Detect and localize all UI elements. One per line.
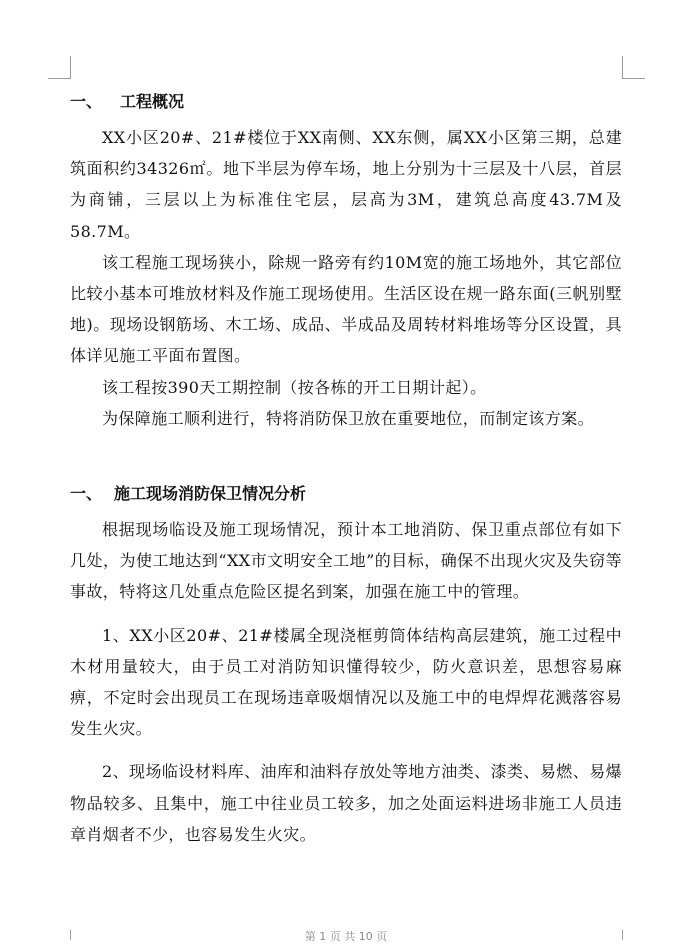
paragraph: 1、XX小区20#、21#楼属全现浇框剪筒体结构高层建筑，施工过程中木材用量较大，由于员工对消防知识懂得较少，防火意识差，思想容易麻痹，不定时会出现员工在现场违章吸烟情况以及施工中的电焊焊花溅落容易发生火灾。 — [70, 625, 622, 739]
section-number: 一、 — [70, 92, 103, 111]
document-body — [70, 86, 622, 850]
crop-mark-top-right — [622, 56, 645, 79]
section-title: 工程概况 — [120, 92, 185, 111]
section-number: 一、 — [70, 484, 103, 504]
paragraph: 该工程按390天工期控制（按各栋的开工日期计起）。 — [102, 377, 487, 397]
section-heading-fire-security-analysis — [70, 478, 622, 510]
paragraph: 为保障施工顺利进行，特将消防保卫放在重要地位，而制定该方案。 — [102, 408, 595, 428]
paragraph: 根据现场临设及施工现场情况，预计本工地消防、保卫重点部位有如下几处，为使工地达到“XX市文明安全工地”的目标，确保不出现火灾及失窃等事故，特将这几处重点危险区提名到案，加强在施工中的管理。 — [70, 520, 622, 602]
paragraph: 2、现场临设材料库、油库和油料存放处等地方油类、漆类、易燃、易爆物品较多、且集中，施工中往业员工较多，加之处面运料进场非施工人员违章肖烟者不少，也容易发生火灾。 — [70, 762, 622, 844]
paragraph: XX小区20#、21#楼位于XX南侧、XX东侧，属XX小区第三期，总建筑面积约34326㎡。地下半层为停车场，地上分别为十三层及十八层，首层为商铺，三层以上为标准住宅层，层高为3M，建筑总高度43.7M及58.7M。 — [70, 128, 622, 241]
section-heading-overview — [70, 86, 622, 118]
paragraph: 该工程施工现场狭小，除规一路旁有约10M宽的施工场地外，其它部位比较小基本可堆放材料及作施工现场使用。生活区设在规一路东面(三帆别墅地)。现场设钢筋场、木工场、成品、半成品及周转材料堆场等分区设置，具体详见施工平面布置图。 — [70, 252, 622, 366]
page-footer: 第 1 页 共 10 页 — [304, 930, 388, 943]
section-title: 施工现场消防保卫情况分析 — [114, 484, 307, 504]
crop-mark-top-left — [48, 56, 71, 79]
